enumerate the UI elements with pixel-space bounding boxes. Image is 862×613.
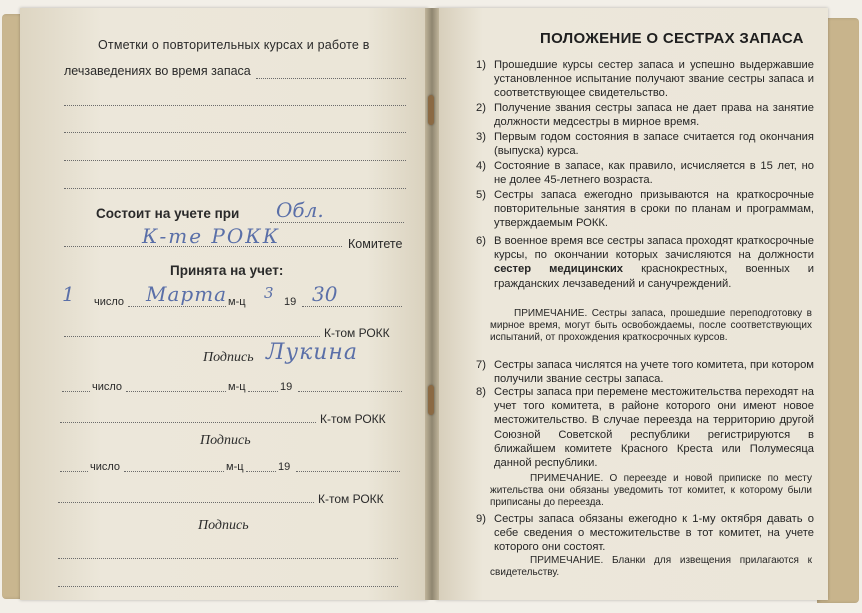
year-line[interactable] [296, 471, 400, 472]
committee-line[interactable] [58, 502, 314, 503]
handwritten-committee: К-те РОКК [142, 224, 281, 248]
committee-line[interactable] [60, 422, 316, 423]
committee-line[interactable] [64, 336, 320, 337]
month-label: м-ц [228, 296, 246, 308]
handwritten-oblast: Обл. [276, 198, 324, 222]
regulation-title: ПОЛОЖЕНИЕ О СЕСТРАХ ЗАПАСА [540, 30, 804, 47]
regulation-note-3: ПРИМЕЧАНИЕ. Бланки для извещения прилагаются к свидетельству. [490, 555, 812, 578]
handwritten-signature: Лукина [266, 340, 359, 365]
month-line[interactable] [248, 391, 278, 392]
registered-line[interactable] [270, 222, 404, 223]
year-line[interactable] [298, 391, 402, 392]
day-line[interactable] [128, 306, 226, 307]
date-label: число [92, 381, 123, 393]
regulation-item-2: 2) Получение звания сестры запаса не дает права на занятие должности медсестры в мирное время. [476, 102, 814, 129]
year-prefix: 19 [278, 461, 291, 473]
signature-label: Подпись [198, 518, 249, 533]
ktom-label: К-том РОКК [318, 492, 384, 506]
year-line[interactable] [302, 306, 402, 307]
committee-line[interactable] [64, 246, 342, 247]
handwritten-day: 1 [62, 282, 75, 306]
blank-line[interactable] [58, 558, 398, 559]
blank-line[interactable] [60, 471, 88, 472]
day-line[interactable] [124, 471, 224, 472]
blank-line[interactable] [58, 586, 398, 587]
blank-line[interactable] [64, 188, 406, 189]
regulation-item-6: 6) В военное время все сестры запаса проходят краткосрочные курсы, по окончании которых зачисляются на должности сестер медицинских краснокрестных, военных и гражданских лечзаведений и санучреждений. [476, 235, 815, 290]
staple-bottom [428, 385, 434, 415]
handwritten-month: Марта [146, 282, 228, 306]
accepted-label: Принята на учет: [170, 263, 284, 278]
committee-label: Комитете [348, 237, 403, 251]
regulation-item-9: 9) Сестры запаса обязаны ежегодно к 1-му октября давать о себе сведения о местожительстве в тот комитет, на учете которого они состоят. [476, 513, 814, 554]
ktom-label: К-том РОКК [320, 412, 386, 426]
blank-line[interactable] [62, 391, 90, 392]
handwritten-year-prefix: 3 [264, 284, 274, 302]
date-label: число [90, 461, 121, 473]
year-prefix: 19 [280, 381, 293, 393]
regulation-note-2: ПРИМЕЧАНИЕ. О переезде и новой приписке по месту жительства они обязаны уведомить тот комитет, к которому были приписаны до переезда. [490, 473, 812, 508]
handwritten-year: 30 [312, 282, 338, 306]
registered-label: Состоит на учете при [96, 206, 240, 221]
ktom-label: К-том РОКК [324, 326, 390, 340]
month-line[interactable] [246, 471, 276, 472]
regulation-item-3: 3) Первым годом состояния в запасе считается год окончания (выпуска) курса. [476, 131, 814, 158]
signature-label: Подпись [200, 433, 251, 448]
signature-label: Подпись [203, 350, 254, 365]
regulation-note-1: ПРИМЕЧАНИЕ. Сестры запаса, прошедшие переподготовку в мирное время, могут быть освобождаемы, после соответствующих испытаний, от прохождения краткосрочных курсов. [490, 308, 812, 343]
month-label: м-ц [228, 381, 246, 393]
day-line[interactable] [126, 391, 226, 392]
blank-line[interactable] [64, 132, 406, 133]
year-prefix: 19 [284, 296, 297, 308]
regulation-item-1: 1) Прошедшие курсы сестер запаса и успешно выдержавшие установленное испытание получают звание сестры запаса и соответствующее свидетельство. [476, 59, 814, 100]
courses-heading-line1: Отметки о повторительных курсах и работе в [98, 38, 370, 52]
regulation-item-8: 8) Сестры запаса при перемене местожительства переходят на учет того комитета, в районе которого они имеют новое местожительство. В случае переезда на территорию другой Союзной Советской республики регистрируются в ближайшем комитете Красного Креста или Полумесяца данной республики. [476, 386, 814, 470]
regulation-item-4: 4) Состояние в запасе, как правило, исчисляется в 15 лет, но не долее 45-летнего возраста. [476, 160, 814, 187]
date-label: число [94, 296, 125, 308]
courses-heading-line2: лечзаведениях во время запаса [64, 64, 251, 78]
month-label: м-ц [226, 461, 244, 473]
blank-line[interactable] [64, 105, 406, 106]
blank-line[interactable] [256, 78, 406, 79]
regulation-item-7: 7) Сестры запаса числятся на учете того комитета, при котором получили звание сестры запаса. [476, 359, 814, 386]
staple-top [428, 95, 434, 125]
regulation-item-5: 5) Сестры запаса ежегодно призываются на краткосрочные повторительные занятия в сроки по планам и программам, утверждаемым РОКК. [476, 189, 814, 230]
blank-line[interactable] [64, 160, 406, 161]
